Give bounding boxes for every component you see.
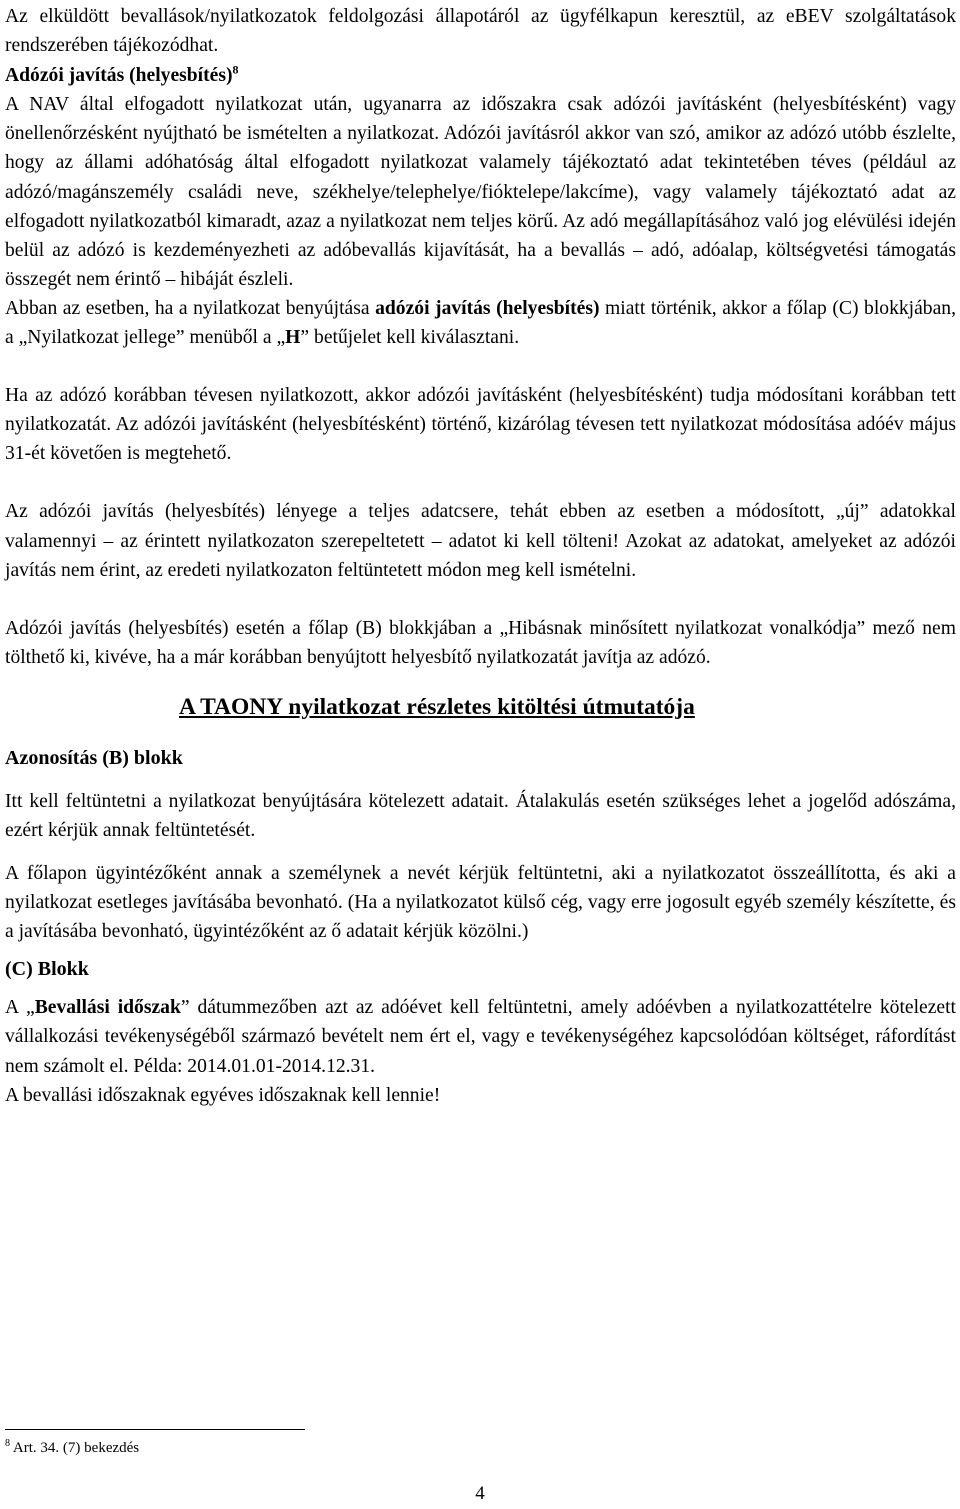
footnote	[5, 1439, 139, 1457]
footnote-reference: 8	[232, 62, 239, 77]
paragraph-3: Ha az adózó korábban tévesen nyilatkozott, akkor adózói javításként (helyesbítésként) tudja módosítani korábban tett nyilatkozatát. Az adózói javításként (helyesbítésként) történő, kizárólag tévesen tett nyilatkozat módosítása adóév május 31-ét követően is megtehető.	[5, 385, 956, 465]
block-c-heading: (C) Blokk	[5, 958, 89, 981]
block-c-part-b: ” dátummezőben azt az adóévet kell feltüntetni, amely adóévben a nyilatkozattételre kötelezett vállalkozási tevékenységéből származó bevételt nem ért el, vagy e tevékenységéhez kapcsolódóan költséget, ráfordítást nem számolt el. Példa: 2014.01.01-2014.12.31.	[5, 997, 957, 1077]
document-page	[5, 0, 956, 1110]
section-heading	[5, 61, 956, 90]
paragraph-2-bold: adózói javítás (helyesbítés)	[375, 297, 600, 319]
paragraph-2-part-b: miatt történik, akkor a főlap (C) blokkjában, a „Nyilatkozat jellege” menüből a „	[5, 297, 956, 349]
paragraph-1: A NAV által elfogadott nyilatkozat után, ugyanarra az időszakra csak adózói javításként (helyesbítésként) vagy önellenőrzésként nyújtható be ismételten a nyilatkozat. Adózói javításról akkor van szó, amikor az adózó utóbb észlelte, hogy az állami adóhatóság által elfogadott nyilatkozat valamely tájékoztató adat tekintetében téves (például az adózó/magánszemély családi neve, székhelye/telephelye/fióktelepe/lakcíme), vagy valamely tájékoztató adat az elfogadott nyilatkozatból kimaradt, azaz a nyilatkozat nem teljes körű. Az adó megállapításához való jog elévülési idején belül az adózó is kezdeményezheti az adóbevallás kijavítását, ha a bevallás – adó, adóalap, költségvetési támogatás összegét nem érintő – hibáját észleli.	[5, 94, 956, 290]
guide-title: A TAONY nyilatkozat részletes kitöltési útmutatója	[179, 693, 695, 720]
spacer	[5, 585, 956, 614]
block-b-paragraph-2: A főlapon ügyintézőként annak a személynek a nevét kérjük feltüntetni, aki a nyilatkozatot összeállította, és aki a nyilatkozat esetleges javításába bevonható. (Ha a nyilatkozatot külső cég, vagy erre jogosult egyéb személy készítette, és a javításába bevonható, ügyintézőként az ő adatait kérjük közölni.)	[5, 863, 956, 943]
block-c-part-a: A „	[5, 997, 35, 1019]
spacer	[5, 352, 956, 381]
paragraph-2-letter: H	[285, 327, 301, 349]
paragraph-2-part-a: Abban az esetben, ha a nyilatkozat benyújtása	[5, 297, 376, 319]
footnote-divider	[5, 1429, 305, 1430]
page-number: 4	[475, 1483, 485, 1504]
spacer	[5, 468, 956, 497]
section-heading-text: Adózói javítás (helyesbítés)	[5, 65, 233, 87]
paragraph-4: Az adózói javítás (helyesbítés) lényege a teljes adatcsere, tehát ebben az esetben a módosított, „új” adatokkal valamennyi – az érintett nyilatkozaton szerepeltetett – adatot ki kell tölteni! Azokat az adatokat, amelyeket az adózói javítás nem érint, az eredeti nyilatkozaton feltüntetett módon meg kell ismételni.	[5, 501, 956, 581]
intro-paragraph: Az elküldött bevallások/nyilatkozatok feldolgozási állapotáról az ügyfélkapun keresztül, az eBEV szolgáltatások rendszerében tájékozódhat.	[5, 6, 956, 57]
block-b-heading: Azonosítás (B) blokk	[5, 746, 183, 769]
paragraph-2	[5, 294, 956, 352]
block-c-paragraph-2: A bevallási időszaknak egyéves időszaknak kell lennie!	[5, 1084, 441, 1106]
block-c-paragraph-1	[5, 993, 956, 1080]
footnote-number: 8	[5, 1438, 10, 1449]
block-b-paragraph-1: Itt kell feltüntetni a nyilatkozat benyújtására kötelezett adatait. Átalakulás esetén szükséges lehet a jogelőd adószáma, ezért kérjük annak feltüntetését.	[5, 790, 956, 841]
footnote-text: Art. 34. (7) bekezdés	[10, 1440, 140, 1456]
block-c-bold: Bevallási időszak	[34, 997, 181, 1019]
paragraph-5: Adózói javítás (helyesbítés) esetén a főlap (B) blokkjában a „Hibásnak minősített nyilatkozat vonalkódja” mező nem tölthető ki, kivéve, ha a már korábban benyújtott helyesbítő nyilatkozatát javítja az adózó.	[5, 617, 956, 668]
paragraph-2-part-c: ” betűjelet kell kiválasztani.	[300, 327, 520, 349]
